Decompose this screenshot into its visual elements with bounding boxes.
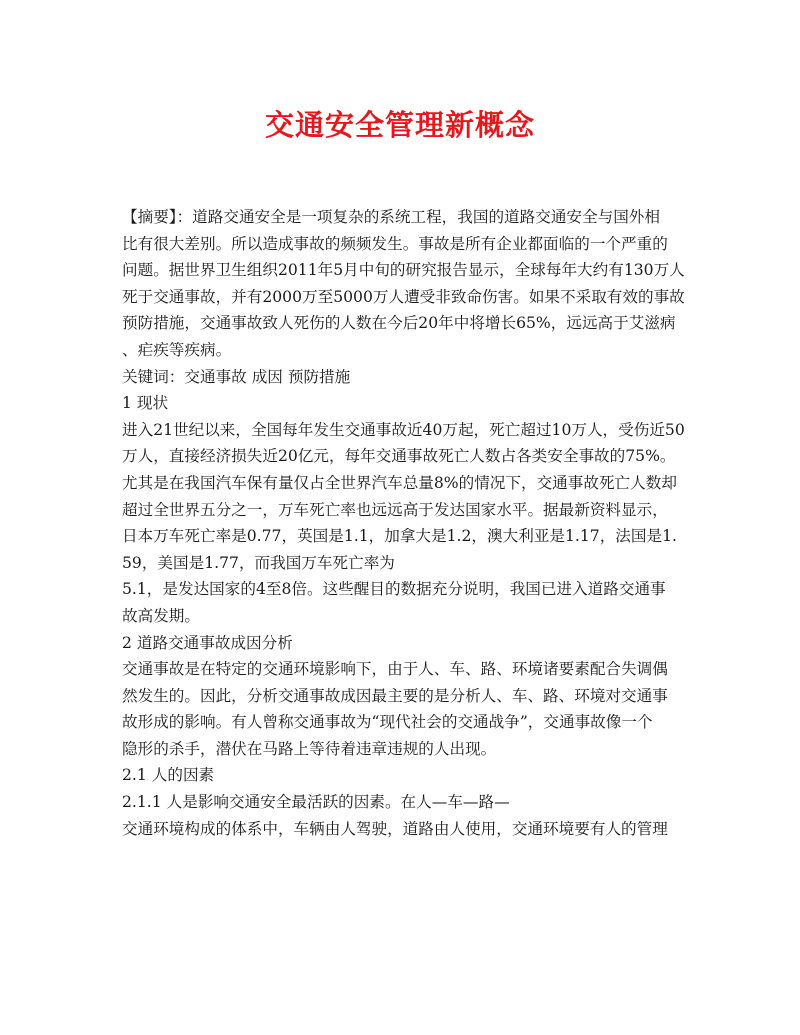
paragraph-line: 然发生的。因此，分析交通事故成因最主要的是分析人、车、路、环境对交通事	[122, 686, 668, 705]
paragraph-line: 故高发期。	[122, 606, 200, 625]
subsection-heading: 2.1.1 人是影响交通安全最活跃的因素。在人—车—路—	[122, 793, 510, 812]
paragraph-line: 超过全世界五分之一，万车死亡率也远远高于发达国家水平。据最新资料显示，	[122, 500, 668, 519]
paragraph-line: 隐形的杀手，潜伏在马路上等待着违章违规的人出现。	[122, 739, 497, 758]
abstract-line: 预防措施，交通事故致人死伤的人数在今后20年中将增长65%，远远高于艾滋病	[122, 314, 676, 333]
section-heading: 1 现状	[122, 394, 169, 413]
section-heading: 2 道路交通事故成因分析	[122, 633, 293, 652]
paragraph-line: 尤其是在我国汽车保有量仅占全世界汽车总量8%的情况下，交通事故死亡人数却	[122, 473, 677, 492]
document-title: 交通安全管理新概念	[264, 108, 535, 142]
subsection-heading: 2.1 人的因素	[122, 766, 215, 785]
abstract-line: 、疟疾等疾病。	[122, 340, 232, 359]
keywords-line: 关键词：交通事故 成因 预防措施	[122, 367, 351, 386]
document-body	[122, 204, 685, 842]
paragraph-line: 5.1，是发达国家的4至8倍。这些醒目的数据充分说明，我国已进入道路交通事	[122, 580, 666, 599]
paragraph-line: 59，美国是1.77，而我国万车死亡率为	[122, 553, 395, 572]
paragraph-line: 万人，直接经济损失近20亿元，每年交通事故死亡人数占各类安全事故的75%。	[122, 447, 676, 466]
paragraph-line: 交通事故是在特定的交通环境影响下，由于人、车、路、环境诸要素配合失调偶	[122, 660, 668, 679]
abstract-line: 问题。据世界卫生组织2011年5月中旬的研究报告显示，全球每年大约有130万人	[122, 261, 685, 280]
paragraph-line: 进入21世纪以来，全国每年发生交通事故近40万起，死亡超过10万人，受伤近50	[122, 420, 685, 439]
abstract-line: 比有很大差别。所以造成事故的频频发生。事故是所有企业都面临的一个严重的	[122, 234, 668, 253]
abstract-line: 【摘要】：道路交通安全是一项复杂的系统工程，我国的道路交通安全与国外相	[122, 208, 660, 226]
paragraph-line: 交通环境构成的体系中，车辆由人驾驶，道路由人使用，交通环境要有人的管理	[122, 819, 668, 838]
paragraph-line: 日本万车死亡率是0.77，英国是1.1，加拿大是1.2，澳大利亚是1.17，法国是1.	[122, 527, 677, 546]
paragraph-line: 故形成的影响。有人曾称交通事故为“现代社会的交通战争”，交通事故像一个	[122, 713, 653, 732]
abstract-line: 死于交通事故，并有2000万至5000万人遭受非致命伤害。如果不采取有效的事故	[122, 287, 685, 306]
